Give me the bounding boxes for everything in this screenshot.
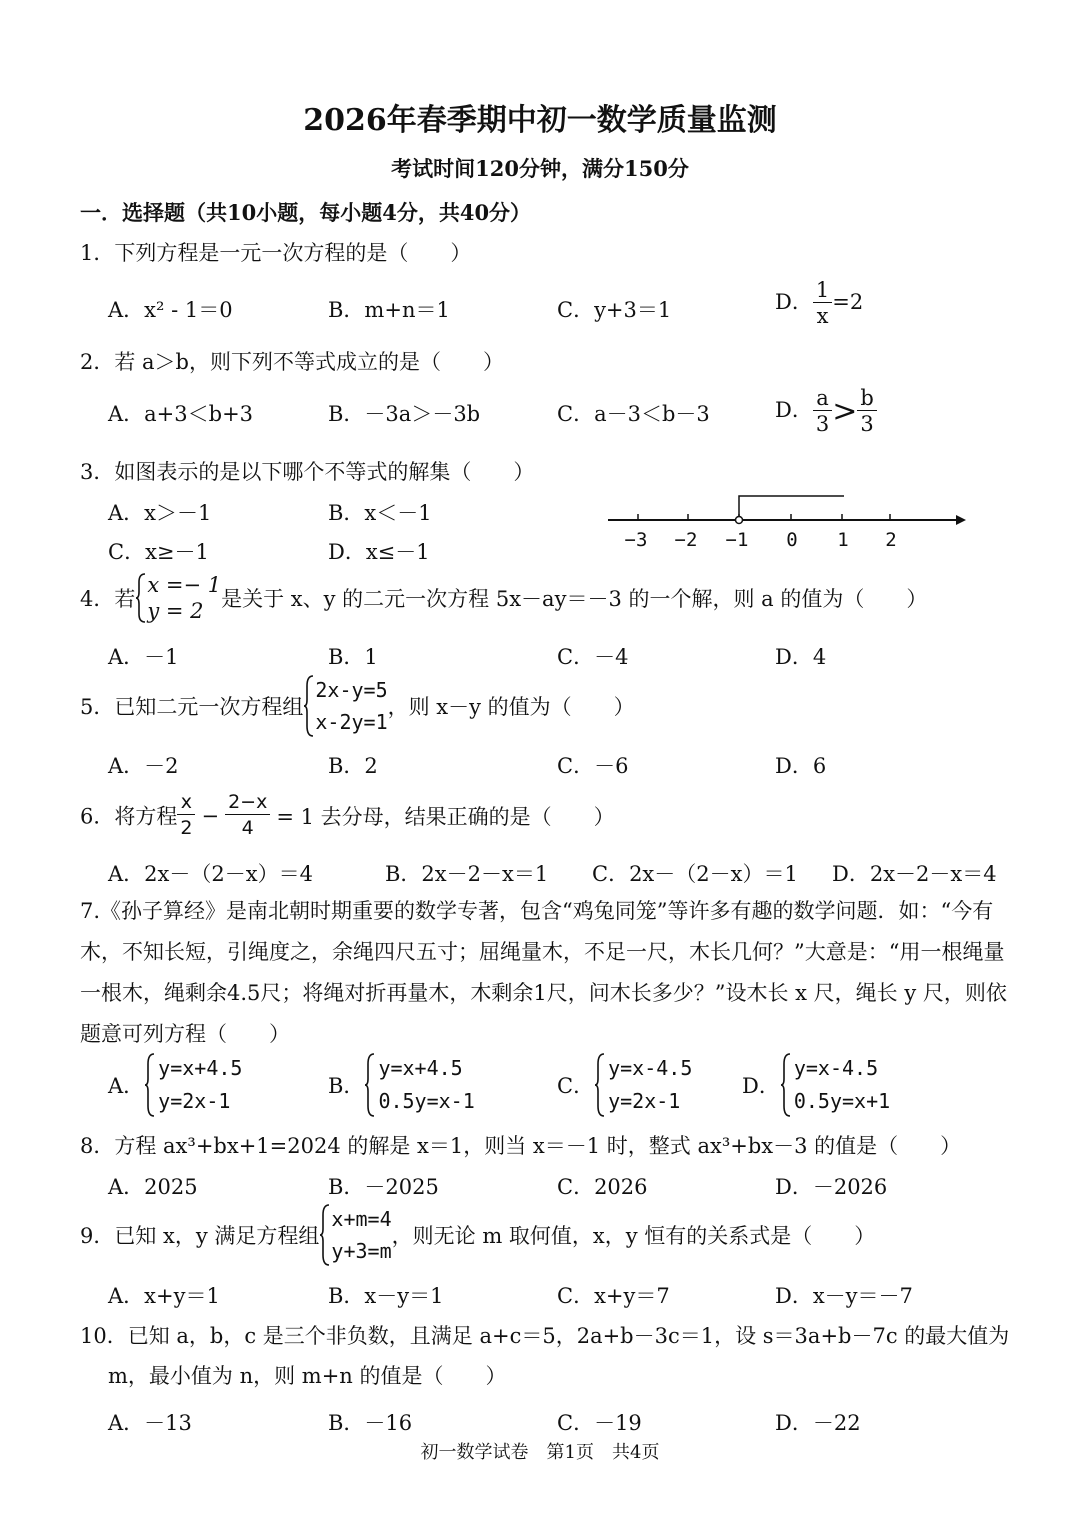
q4-option-b: B．1 xyxy=(328,645,378,669)
brace-icon xyxy=(135,572,147,624)
exam-info: 考试时间120分钟，满分150分 xyxy=(391,156,689,181)
q3-option-c: C．x≥－1 xyxy=(108,540,209,564)
q6-option-c: C．2x－（2－x）＝1 xyxy=(592,862,798,886)
q9-option-a: A．x+y＝1 xyxy=(108,1284,220,1308)
tick-label: −2 xyxy=(674,529,698,551)
q4-option-d: D．4 xyxy=(775,645,827,669)
page-footer: 初一数学试卷 第1页 共4页 xyxy=(420,1442,660,1463)
q1-option-b: B．m+n＝1 xyxy=(328,298,450,322)
q4-option-a: A．－1 xyxy=(108,645,179,669)
question-5-stem: 5．已知二元一次方程组 2x-y=5 x-2y=1 ，则 x－y 的值为（ ） xyxy=(80,674,635,738)
q7-option-b: B． y=x+4.5 0.5y=x-1 xyxy=(328,1052,475,1118)
question-3-stem: 3．如图表示的是以下哪个不等式的解集（ ） xyxy=(80,460,535,484)
q8-option-d: D．－2026 xyxy=(775,1175,888,1199)
q6-option-b: B．2x－2－x＝1 xyxy=(385,862,549,886)
q10-option-a: A．－13 xyxy=(108,1411,192,1435)
q10-option-c: C．－19 xyxy=(557,1411,642,1435)
question-2-stem: 2．若 a＞b，则下列不等式成立的是（ ） xyxy=(80,350,504,374)
q2-option-c: C．a－3＜b－3 xyxy=(557,402,710,426)
q6-option-d: D．2x－2－x＝4 xyxy=(832,862,997,886)
question-10-stem-line1: 10．已知 a，b，c 是三个非负数，且满足 a+c＝5，2a+b－3c＝1，设 s＝3a+b－7c 的最大值为 xyxy=(80,1324,1010,1348)
q7-option-c: C． y=x-4.5 y=2x-1 xyxy=(557,1052,692,1118)
number-line-figure xyxy=(600,485,980,560)
question-10-stem-line2: m，最小值为 n，则 m+n 的值是（ ） xyxy=(108,1364,507,1388)
q5-option-b: B．2 xyxy=(328,754,378,778)
q7-option-a: A． y=x+4.5 y=2x-1 xyxy=(108,1052,242,1118)
section-heading: 一．选择题（共10小题，每小题4分，共40分） xyxy=(80,200,532,225)
q3-option-b: B．x＜－1 xyxy=(328,501,432,525)
q1-option-a: A．x² - 1＝0 xyxy=(108,298,233,322)
tick-label: 0 xyxy=(786,529,798,551)
q8-option-b: B．－2025 xyxy=(328,1175,439,1199)
q5-option-c: C．－6 xyxy=(557,754,629,778)
q7-option-d: D． y=x-4.5 0.5y=x+1 xyxy=(742,1052,890,1118)
equation-system: 2x-y=5 x-2y=1 xyxy=(303,674,387,738)
brace-icon xyxy=(144,1052,156,1118)
q6-option-a: A．2x－（2－x）＝4 xyxy=(108,862,313,886)
open-endpoint xyxy=(736,517,743,524)
q9-option-d: D．x－y＝－7 xyxy=(775,1284,913,1308)
question-4-stem: 4．若 x =− 1 y = 2 是关于 x、y 的二元一次方程 5x－ay＝－3 的一个解，则 a 的值为（ ） xyxy=(80,573,928,623)
brace-icon xyxy=(780,1052,792,1118)
q5-option-a: A．－2 xyxy=(108,754,179,778)
q3-option-a: A．x＞－1 xyxy=(108,501,212,525)
q8-option-a: A．2025 xyxy=(108,1175,198,1199)
tick-label: −1 xyxy=(725,529,749,551)
q3-option-d: D．x≤－1 xyxy=(328,540,430,564)
tick-label: 1 xyxy=(837,529,849,551)
q10-option-b: B．－16 xyxy=(328,1411,413,1435)
q8-option-c: C．2026 xyxy=(557,1175,648,1199)
brace-icon xyxy=(594,1052,606,1118)
page-title: 2026年春季期中初一数学质量监测 xyxy=(303,103,777,138)
q1-option-c: C．y+3＝1 xyxy=(557,298,672,322)
tick-label: −3 xyxy=(624,529,648,551)
tick-label: 2 xyxy=(885,529,897,551)
brace-icon xyxy=(303,674,315,738)
brace-icon xyxy=(364,1052,376,1118)
q9-option-c: C．x+y＝7 xyxy=(557,1284,670,1308)
q4-option-c: C．－4 xyxy=(557,645,629,669)
question-8-stem: 8．方程 ax³+bx+1=2024 的解是 x＝1，则当 x＝－1 时，整式 ax³+bx－3 的值是（ ） xyxy=(80,1134,962,1158)
q10-option-d: D．－22 xyxy=(775,1411,861,1435)
equation-system: x+m=4 y+3=m xyxy=(319,1203,391,1267)
q1-option-d: D． $\frac{1}{x}$ =2 xyxy=(775,278,864,328)
question-9-stem: 9．已知 x，y 满足方程组 x+m=4 y+3=m ，则无论 m 取何值，x，y 恒有的关系式是（ ） xyxy=(80,1203,875,1267)
question-1-stem: 1．下列方程是一元一次方程的是（ ） xyxy=(80,241,472,265)
question-6-stem: 6．将方程 $\frac{x}{2}$ − $\frac{2-x}{4}$ = 1 去分母，结果正确的是（ ） xyxy=(80,791,615,839)
equation-system: x =− 1 y = 2 xyxy=(135,572,221,624)
brace-icon xyxy=(319,1203,331,1267)
q2-option-b: B．－3a＞－3b xyxy=(328,402,481,426)
q2-option-d: D． $\frac{a}{3}$ > $\frac{b}{3}$ xyxy=(775,386,877,437)
q5-option-d: D．6 xyxy=(775,754,827,778)
axis-arrow xyxy=(956,515,966,525)
q9-option-b: B．x－y＝1 xyxy=(328,1284,444,1308)
question-7-stem: 7.《孙子算经》是南北朝时期重要的数学专著，包含“鸡兔同笼”等许多有趣的数学问题．如：“今有木，不知长短，引绳度之，余绳四尺五寸；屈绳量木，不足一尺，木长几何？”大意是：“用一根绳量一根木，绳剩余4.5尺；将绳对折再量木，木剩余1尺，问木长多少？”设木长 x 尺，绳长 y 尺，则依题意可列方程（ ） xyxy=(80,899,1007,1046)
q2-option-a: A．a+3＜b+3 xyxy=(108,402,254,426)
